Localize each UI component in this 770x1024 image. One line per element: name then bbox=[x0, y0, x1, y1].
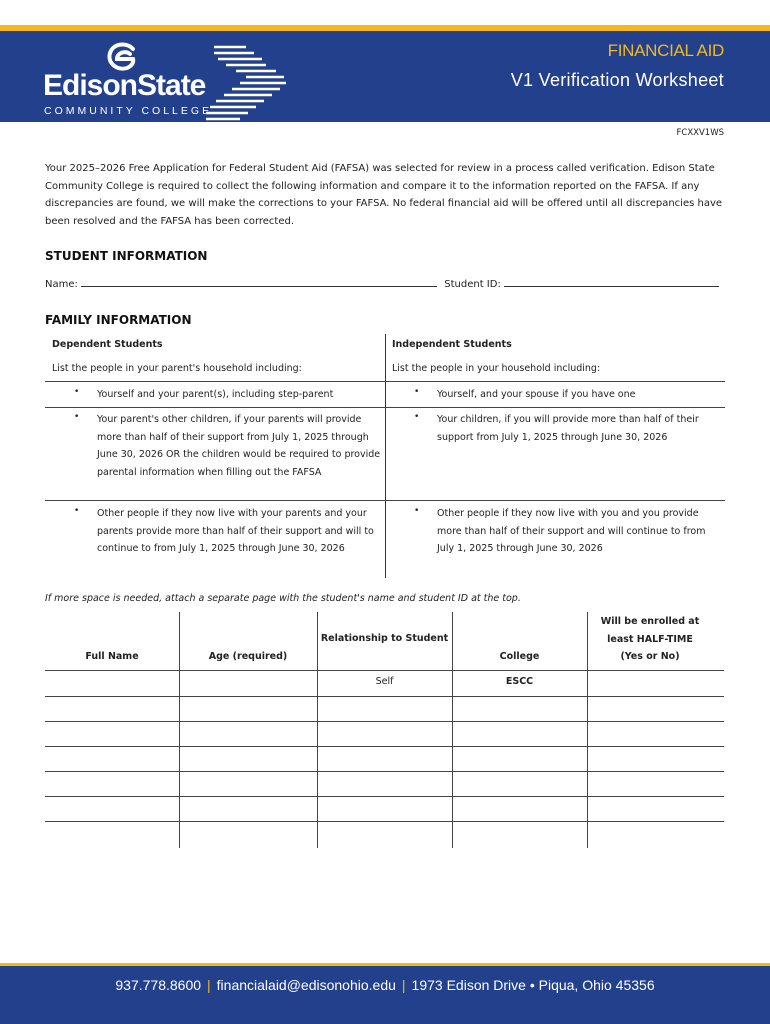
name-label: Name: bbox=[45, 279, 78, 290]
family-column-divider bbox=[385, 334, 386, 578]
bullet-icon: • bbox=[414, 387, 420, 397]
logo-wordmark: EdisonState bbox=[43, 69, 206, 102]
family-row-divider bbox=[385, 500, 725, 501]
student-id-label: Student ID: bbox=[444, 279, 501, 290]
document-title: V1 Verification Worksheet bbox=[510, 70, 724, 90]
header-age: Age (required) bbox=[208, 651, 288, 662]
footer-separator: | bbox=[401, 977, 406, 993]
family-row-divider bbox=[45, 407, 385, 408]
footer-phone: 937.778.8600 bbox=[115, 977, 202, 993]
household-roster-table bbox=[45, 612, 724, 848]
header-relationship: Relationship to Student bbox=[320, 633, 449, 644]
table-row-divider bbox=[45, 721, 724, 722]
list-item: Other people if they now live with your parents and your parents provide more than half of their support and will to continue to from July 1, 2025 through June 30, 2026 bbox=[97, 508, 374, 554]
family-row-divider bbox=[385, 381, 725, 382]
department-label: FINANCIAL AID bbox=[607, 41, 724, 60]
table-row-divider bbox=[45, 796, 724, 797]
bullet-icon: • bbox=[74, 387, 80, 397]
footer-email[interactable]: financialaid@edisonohio.edu bbox=[216, 977, 396, 993]
table-row-divider bbox=[45, 696, 724, 697]
college-logo bbox=[43, 39, 293, 119]
form-code: FCXXV1WS bbox=[676, 128, 724, 138]
header-college: College bbox=[499, 651, 540, 662]
bullet-icon: • bbox=[414, 506, 420, 516]
header-title-block bbox=[511, 41, 724, 91]
column-divider bbox=[587, 612, 588, 848]
student-section-title: STUDENT INFORMATION bbox=[45, 249, 208, 263]
family-section-title: FAMILY INFORMATION bbox=[45, 313, 192, 327]
footer-contact bbox=[0, 977, 770, 993]
cell-college: ESCC bbox=[505, 676, 534, 687]
header-half-time: Will be enrolled at least HALF-TIME (Yes or No) bbox=[600, 616, 700, 662]
page-footer bbox=[0, 966, 770, 1024]
intro-paragraph: Your 2025–2026 Free Application for Federal Student Aid (FAFSA) was selected for review in a process called verification. Edison State Community College is required to collect the following information and compare it to the information reported on the FAFSA. If any discrepancies are found, we will make the corrections to your FAFSA. No federal financial aid will be offered until all discrepancies have been resolved and the FAFSA has been corrected. bbox=[45, 163, 723, 227]
logo-speed-lines-icon bbox=[206, 43, 288, 121]
footer-address: 1973 Edison Drive • Piqua, Ohio 45356 bbox=[411, 977, 655, 993]
list-item: Your children, if you will provide more than half of their support from July 1, 2025 through June 30, 2026 bbox=[437, 414, 699, 443]
family-row-divider bbox=[45, 500, 385, 501]
dependent-subheading: List the people in your parent's household including: bbox=[52, 363, 302, 374]
list-item: Other people if they now live with you and you provide more than half of their support and will continue to from July 1, 2025 through June 30, 2026 bbox=[437, 508, 706, 554]
table-row-divider bbox=[45, 670, 724, 671]
independent-subheading: List the people in your household including: bbox=[392, 363, 601, 374]
table-row-divider bbox=[45, 771, 724, 772]
list-item: Your parent's other children, if your parents will provide more than half of their support from July 1, 2025 through June 30, 2026 OR the children would be required to provide parental information when filling out the FAFSA bbox=[97, 414, 381, 478]
family-row-divider bbox=[45, 381, 385, 382]
dependent-heading: Dependent Students bbox=[52, 339, 163, 350]
list-item: Yourself, and your spouse if you have one bbox=[437, 389, 636, 400]
student-info-row bbox=[45, 276, 730, 290]
family-row-divider bbox=[385, 407, 725, 408]
bullet-icon: • bbox=[414, 412, 420, 422]
name-field[interactable] bbox=[81, 276, 437, 287]
space-note: If more space is needed, attach a separate page with the student's name and student ID at the top. bbox=[45, 593, 521, 604]
footer-separator: | bbox=[207, 977, 211, 993]
bullet-icon: • bbox=[74, 412, 80, 422]
logo-subtitle: COMMUNITY COLLEGE bbox=[44, 105, 213, 117]
student-id-field[interactable] bbox=[504, 276, 719, 287]
list-item: Yourself and your parent(s), including step-parent bbox=[97, 389, 334, 400]
header-full-name: Full Name bbox=[85, 651, 139, 662]
independent-heading: Independent Students bbox=[392, 339, 512, 350]
table-row-divider bbox=[45, 821, 724, 822]
page-header bbox=[0, 31, 770, 122]
bullet-icon: • bbox=[74, 506, 80, 516]
cell-relationship: Self bbox=[375, 676, 394, 687]
table-row-divider bbox=[45, 746, 724, 747]
